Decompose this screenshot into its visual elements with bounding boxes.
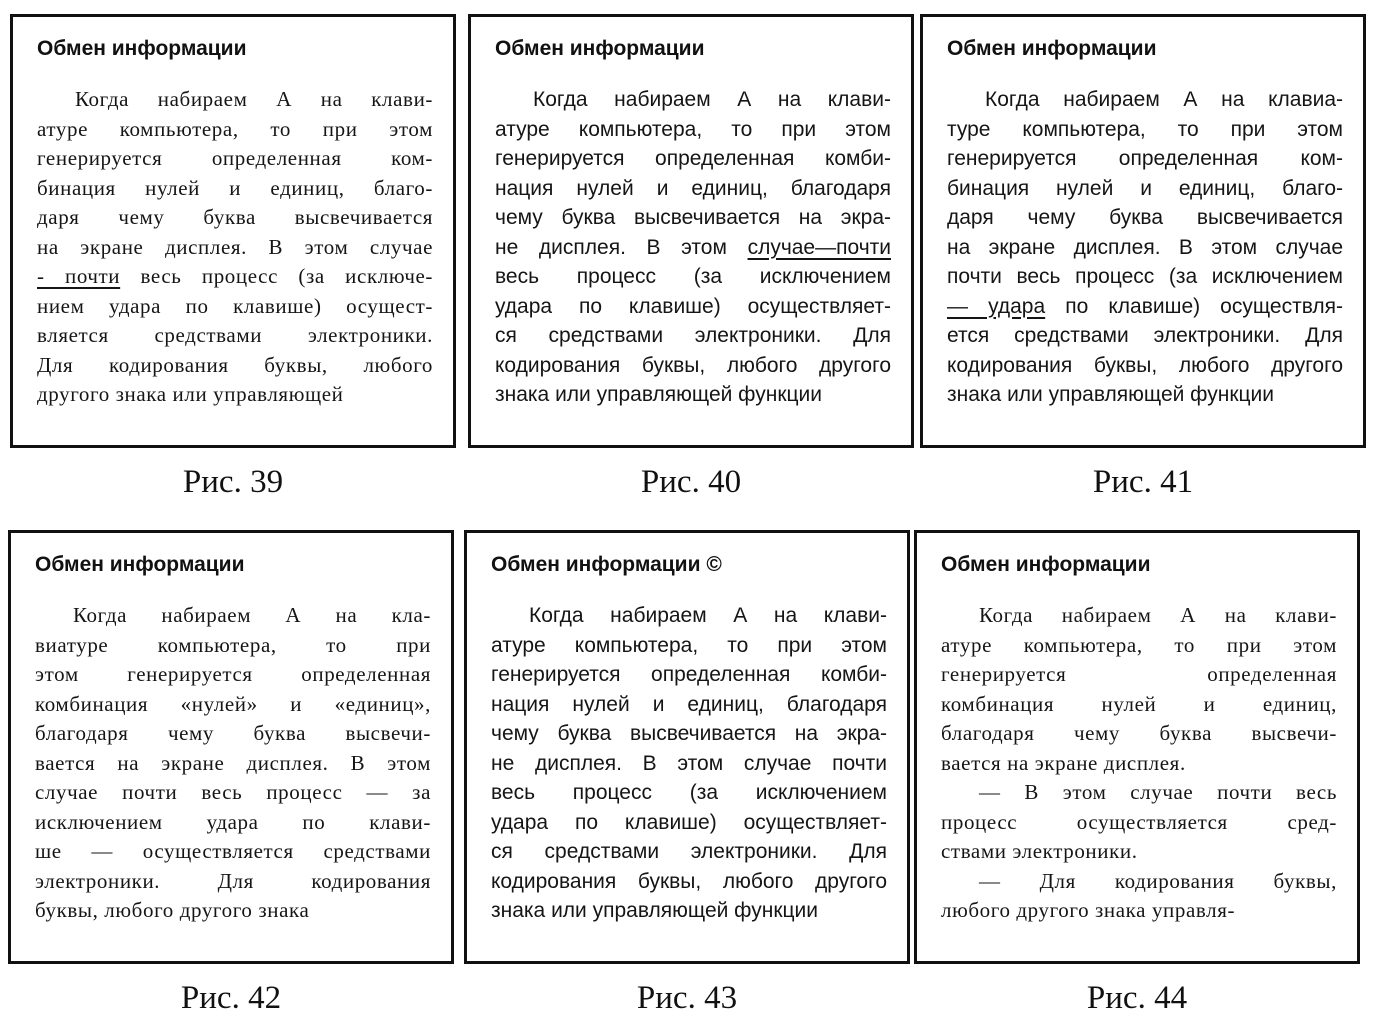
text-line: почти весь процесс (за исключением	[947, 265, 1343, 288]
panel-body	[491, 601, 887, 926]
text-line: благодаря чему буква высвечи-	[35, 721, 431, 745]
panel-body	[35, 601, 431, 926]
text-line: ствами электроники.	[941, 839, 1138, 863]
text-line	[495, 233, 891, 263]
text-line: весь процесс (за исключением	[491, 781, 887, 804]
text-line: Когда набираем А на клави-	[979, 603, 1337, 627]
text-line: на экране дисплея. В этом случае	[37, 234, 433, 259]
panel-body	[941, 601, 1337, 926]
panel-title: Обмен информации	[37, 37, 247, 60]
text-line: ся средствами электроники. Для	[491, 840, 887, 863]
panel-title: Обмен информации	[35, 553, 245, 576]
text-line: не дисплея. В этом случае почти	[491, 751, 887, 775]
figure-panel	[10, 14, 456, 448]
text-line: вается на экране дисплея. В этом	[35, 750, 431, 775]
text-line: генерируется определенная ком-	[37, 146, 433, 170]
line-segment: весь процесс (за исключе-	[120, 264, 433, 288]
figure-panel	[8, 530, 454, 964]
text-line: случае почти весь процесс — за	[35, 780, 431, 804]
text-line: ся средствами электроники. Для	[495, 324, 891, 347]
panel-body	[37, 85, 433, 410]
text-line: буквы, любого другого знака	[35, 898, 310, 922]
panel-title: Обмен информации	[495, 37, 705, 60]
text-line: бинация нулей и единиц, благо-	[947, 176, 1343, 200]
text-line: Когда набираем А на клавиа-	[985, 88, 1343, 111]
text-line: удара по клавише) осуществляет-	[495, 294, 891, 318]
text-line: атуре компьютера, то при этом	[495, 117, 891, 141]
line-segment: по клавише) осуществля-	[1045, 294, 1343, 318]
figure-panel	[914, 530, 1360, 964]
text-line: Когда набираем А на клави-	[75, 87, 433, 111]
text-line: туре компьютера, то при этом	[947, 117, 1343, 141]
figure-caption: Рис. 43	[636, 980, 738, 1016]
panel-body	[947, 85, 1343, 410]
text-line: электроники. Для кодирования	[35, 868, 431, 893]
text-line: ется средствами электроники. Для	[947, 324, 1343, 347]
text-line: Для кодирования буквы, любого	[37, 352, 433, 377]
text-line: Когда набираем А на клави-	[533, 88, 891, 111]
text-line: нация нулей и единиц, благодаря	[495, 176, 891, 200]
text-line: генерируется определенная	[941, 662, 1337, 686]
text-line: Когда набираем А на кла-	[73, 603, 431, 627]
text-line: кодирования буквы, любого другого	[947, 353, 1343, 377]
text-line: благодаря чему буква высвечи-	[941, 721, 1337, 745]
text-line: чему буква высвечивается на экра-	[495, 206, 891, 229]
panel-title: Обмен информации ©	[491, 553, 722, 576]
figure-panel	[468, 14, 914, 448]
text-line: атуре компьютера, то при этом	[37, 116, 433, 141]
text-line: вляется средствами электроники.	[37, 323, 433, 347]
text-line: любого другого знака управля-	[941, 898, 1236, 922]
text-line: другого знака или управляющей	[37, 382, 344, 406]
text-line: кодирования буквы, любого другого	[495, 353, 891, 377]
panel-body	[495, 85, 891, 410]
text-line: — Для кодирования буквы,	[979, 868, 1337, 893]
text-line: нация нулей и единиц, благодаря	[491, 692, 887, 716]
text-line: виатуре компьютера, то при	[35, 632, 431, 657]
figure-caption: Рис. 44	[1086, 980, 1188, 1016]
panel-title: Обмен информации	[947, 37, 1157, 60]
text-line: ше — осуществляется средствами	[35, 839, 431, 863]
text-line: чему буква высвечивается на экра-	[491, 722, 887, 745]
text-line: знака или управляющей функции	[491, 899, 818, 922]
figure-caption: Рис. 42	[180, 980, 282, 1016]
panel-title: Обмен информации	[941, 553, 1151, 576]
text-line: даря чему буква высвечивается	[37, 205, 433, 229]
underlined-phrase: случае—почти	[747, 235, 891, 259]
text-line: Когда набираем А на клави-	[529, 604, 887, 627]
text-line	[947, 292, 1343, 322]
text-line: комбинация «нулей» и «единиц»,	[35, 691, 431, 716]
text-line: процесс осуществляется сред-	[941, 809, 1337, 834]
figure-caption: Рис. 41	[1092, 464, 1194, 500]
text-line: даря чему буква высвечивается	[947, 206, 1343, 229]
text-line: исключением удара по клави-	[35, 809, 431, 834]
text-line: вается на экране дисплея.	[941, 750, 1186, 775]
text-line: комбинация нулей и единиц,	[941, 691, 1337, 716]
text-line: знака или управляющей функции	[947, 383, 1274, 406]
text-line: на экране дисплея. В этом случае	[947, 235, 1343, 259]
text-line: удара по клавише) осуществляет-	[491, 810, 887, 834]
text-line: нием удара по клавише) осущест-	[37, 293, 433, 318]
text-line: бинация нулей и единиц, благо-	[37, 175, 433, 200]
underlined-phrase: - почти	[37, 264, 121, 288]
text-line: генерируется определенная ком-	[947, 147, 1343, 170]
text-line: атуре компьютера, то при этом	[941, 632, 1337, 657]
underlined-phrase: — удара	[947, 294, 1046, 318]
figure-panel	[464, 530, 910, 964]
text-line: — В этом случае почти весь	[979, 780, 1337, 804]
text-line: генерируется определенная комби-	[491, 663, 887, 686]
figure-panel	[920, 14, 1366, 448]
text-line: весь процесс (за исключением	[495, 265, 891, 288]
text-line: этом генерируется определенная	[35, 662, 431, 686]
figure-caption: Рис. 39	[182, 464, 284, 500]
text-line: генерируется определенная комби-	[495, 147, 891, 170]
line-segment: не дисплея. В этом	[495, 235, 748, 259]
figure-caption: Рис. 40	[640, 464, 742, 500]
text-line: знака или управляющей функции	[495, 383, 822, 406]
text-line: атуре компьютера, то при этом	[491, 633, 887, 657]
text-line	[37, 262, 433, 292]
text-line: кодирования буквы, любого другого	[491, 869, 887, 893]
